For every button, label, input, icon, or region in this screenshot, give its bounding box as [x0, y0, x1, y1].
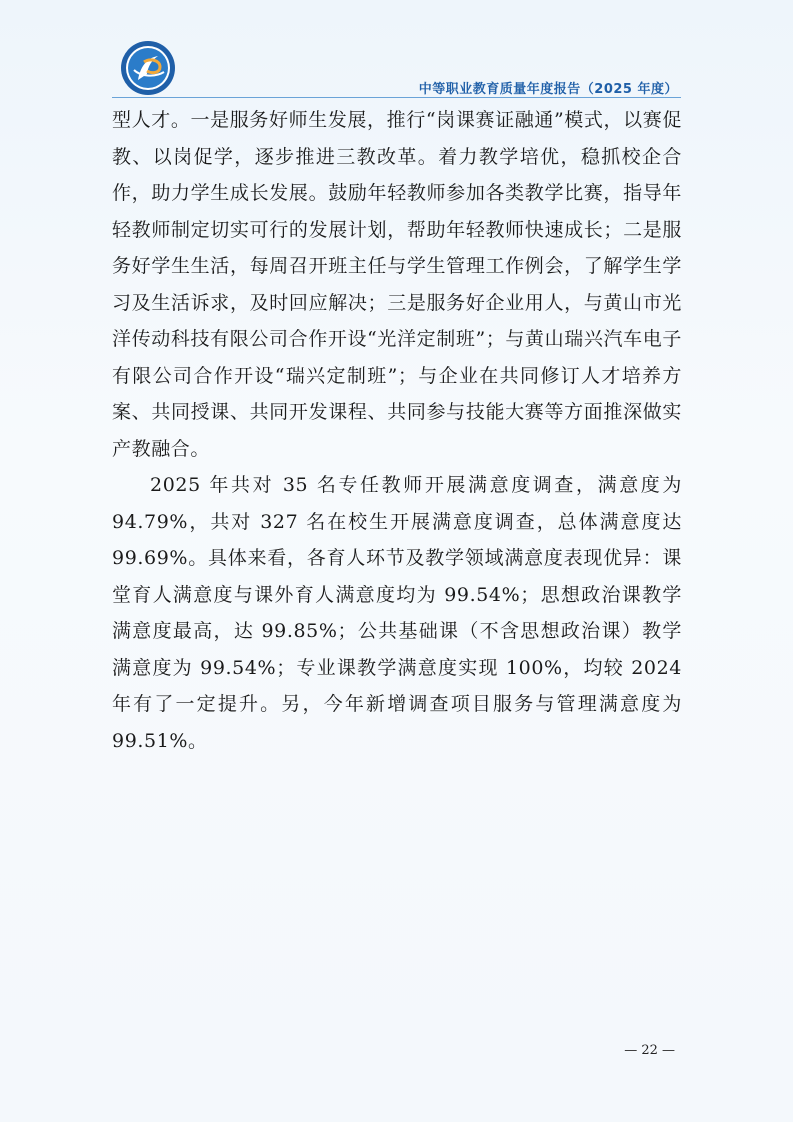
paragraph: 型人才。一是服务好师生发展，推行“岗课赛证融通”模式，以赛促教、以岗促学，逐步推进三教改革。着力教学培优，稳抓校企合作，助力学生成长发展。鼓励年轻教师参加各类教学比赛，指导年轻教师制定切实可行的发展计划，帮助年轻教师快速成长；二是服务好学生生活，每周召开班主任与学生管理工作例会，了解学生学习及生活诉求，及时回应解决；三是服务好企业用人，与黄山市光洋传动科技有限公司合作开设“光洋定制班”；与黄山瑞兴汽车电子有限公司合作开设“瑞兴定制班”；与企业在共同修订人才培养方案、共同授课、共同开发课程、共同参与技能大赛等方面推深做实产教融合。 [112, 109, 682, 460]
header-divider [112, 97, 681, 98]
report-title: 中等职业教育质量年度报告（2025 年度） [418, 82, 678, 97]
school-emblem-icon [120, 40, 176, 96]
page-number: — 22 — [624, 1043, 675, 1058]
body-text [112, 102, 682, 759]
page-header [0, 0, 793, 110]
paragraph: 2025 年共对 35 名专任教师开展满意度调查，满意度为 94.79%，共对 327 名在校生开展满意度调查，总体满意度达 99.69%。具体来看，各育人环节及教学领域满意度表现优异：课堂育人满意度与课外育人满意度均为 99.54%；思想政治课教学满意度最高，达 99.85%；公共基础课（不含思想政治课）教学满意度为 99.54%；专业课教学满意度实现 100%，均较 2024 年有了一定提升。另，今年新增调查项目服务与管理满意度为 99.51%。 [112, 474, 682, 752]
